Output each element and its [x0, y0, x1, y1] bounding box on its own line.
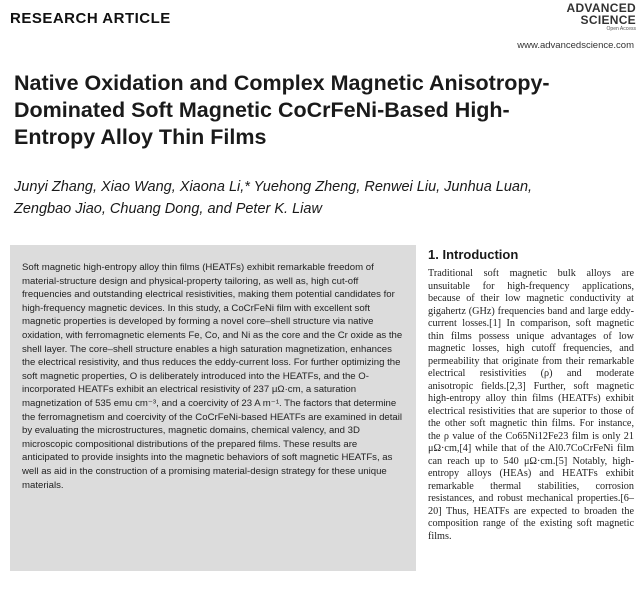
logo-subtitle: Open Access [606, 26, 636, 32]
logo-line-1: ADVANCED [566, 1, 636, 15]
author-list: Junyi Zhang, Xiao Wang, Xiaona Li,* Yuehong Zheng, Renwei Liu, Junhua Luan, Zengbao Jiao, Chuang Dong, and Peter K. Liaw [14, 179, 533, 217]
journal-url[interactable]: www.advancedscience.com [517, 40, 634, 51]
article-type-label: RESEARCH ARTICLE [10, 10, 171, 27]
logo-line-2: SCIENCE [580, 13, 636, 27]
journal-logo [566, 2, 636, 32]
introduction-text: Traditional soft magnetic bulk alloys are unsuitable for high-frequency applications, because of their low magnetic conductivity at gigahertz (GHz) frequencies band and large eddy-current losses.[1] In comparison, soft magnetic thin films possess unique advantages of low magnetic losses, high cutoff frequencies, and permeability that originate from their remarkable electrical resistivities (ρ) and moderate anisotropic fields.[2,3] Further, soft magnetic high-entropy alloy thin films (HEATFs) exhibit electrical resistivities that are superior to those of the other soft magnetic thin films. For instance, the ρ value of the Co65Ni12Fe23 film is only 21 μΩ·cm,[4] while that of the Al0.7CoCrFeNi film can reach up to 540 μΩ·cm.[5] Notably, high-entropy alloys (HEAs) and HEATFs exhibit remarkable thermal stabilities, corrosion resistances, and robust mechanical properties.[6–20] Thus, HEATFs are expected to broaden the composition range of the existing soft magnetic films. [428, 268, 634, 542]
abstract-box [10, 245, 416, 571]
article-title: Native Oxidation and Complex Magnetic Anisotropy-Dominated Soft Magnetic CoCrFeNi-Based High-Entropy Alloy Thin Films [14, 71, 550, 149]
introduction-heading: 1. Introduction [428, 247, 519, 262]
abstract-text: Soft magnetic high-entropy alloy thin films (HEATFs) exhibit remarkable freedom of material-structure design and physical-property tailoring, as well as, high cut-off frequencies and outstanding electrical resistivities, making them potential candidates for high-frequency magnetic devices. In this study, a CoCrFeNi film with excellent soft magnetic properties is developed by forming a novel core–shell structure via native oxidation, with ferromagnetic elements Fe, Co, and Ni as the core and the Cr oxide as the shell layer. The core–shell structure enables a high saturation magnetization, enhances the electrical resistivity, and thus reduces the eddy-current loss. For further optimizing the soft magnetic properties, O is deliberately introduced into the HEATFs, and the O-incorporated HEATFs exhibit an electrical resistivity of 237 μΩ·cm, a saturation magnetization of 535 emu cm⁻³, and a coercivity of 23 A m⁻¹. The factors that determine the ferromagnetism and coercivity of the CoCrFeNi-based HEATFs are examined in detail by evaluating the microstructures, magnetic domains, chemical valency, and 3D microscopic compositional distributions of the prepared films. These results are anticipated to provide insights into the magnetic behaviors of soft magnetic HEATFs, as well as aid in the construction of a promising material-design strategy for these unique materials. [22, 262, 403, 491]
